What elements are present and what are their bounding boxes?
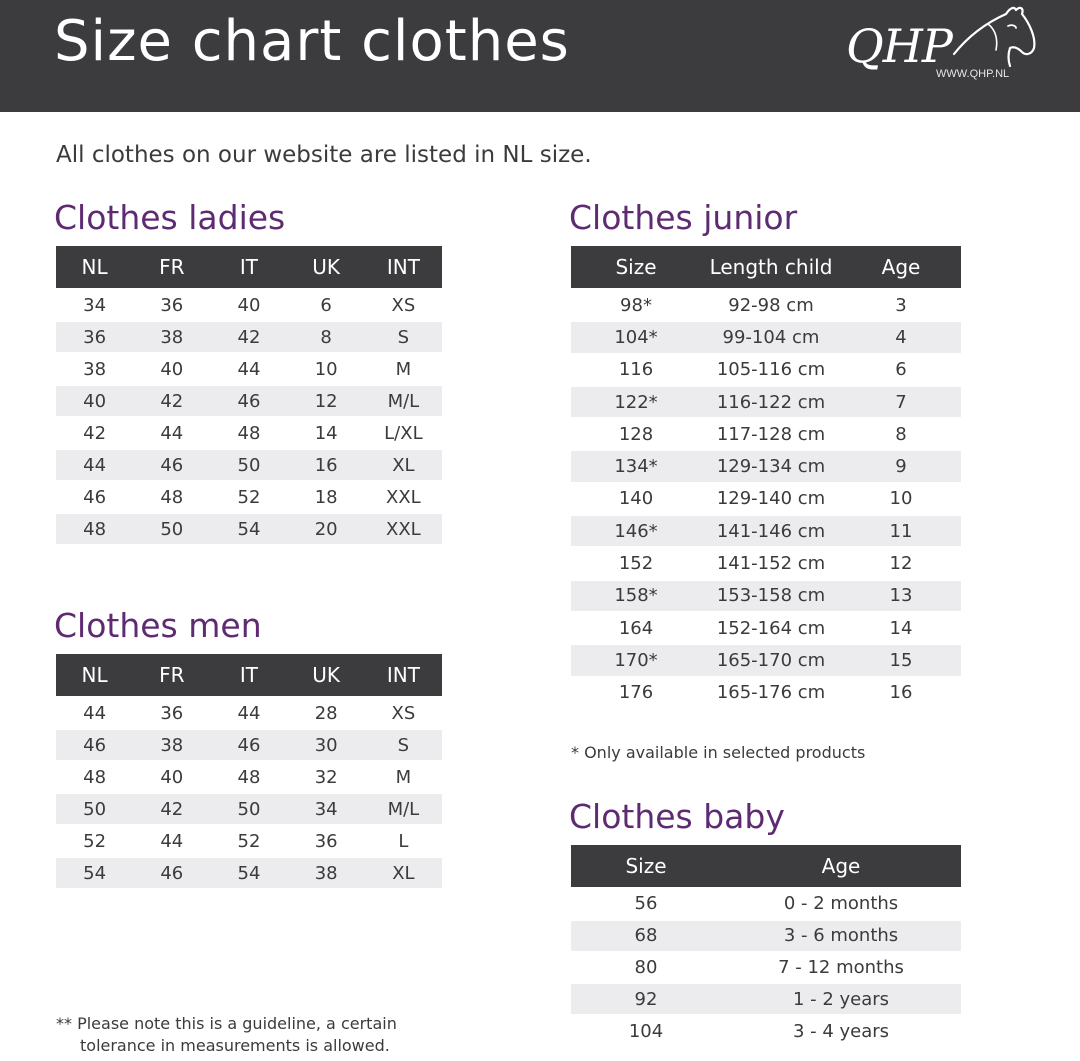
table-cell: 48 — [56, 513, 133, 545]
table-cell: 42 — [56, 417, 133, 449]
table-cell: M/L — [365, 793, 442, 825]
junior-table — [571, 246, 961, 710]
column-header: NL — [56, 246, 133, 289]
table-cell: 50 — [210, 449, 287, 481]
note-line: tolerance in measurements is allowed. — [80, 1036, 390, 1055]
table-cell: 40 — [133, 761, 210, 793]
table-cell: 18 — [288, 481, 365, 513]
table-cell: 44 — [133, 417, 210, 449]
table-row — [571, 515, 961, 547]
column-header: Size — [571, 246, 701, 289]
table-row — [56, 761, 442, 793]
table-row — [56, 449, 442, 481]
column-header: UK — [288, 654, 365, 697]
table-cell: 50 — [210, 793, 287, 825]
table-cell: 48 — [56, 761, 133, 793]
table-cell: 10 — [288, 353, 365, 385]
table-cell: L — [365, 825, 442, 857]
table-cell: 20 — [288, 513, 365, 545]
table-cell: 141-146 cm — [701, 515, 841, 547]
table-cell: XXL — [365, 513, 442, 545]
table-cell: 46 — [133, 857, 210, 889]
column-header: Age — [841, 246, 961, 289]
column-header: Age — [721, 845, 961, 888]
horse-head-icon — [948, 4, 1038, 74]
ladies-title: Clothes ladies — [54, 198, 286, 237]
table-row — [56, 857, 442, 889]
table-header-row — [571, 246, 961, 289]
table-cell: S — [365, 729, 442, 761]
table-cell: 46 — [210, 729, 287, 761]
table-row — [571, 354, 961, 386]
table-cell: M/L — [365, 385, 442, 417]
column-header: INT — [365, 654, 442, 697]
table-row — [56, 481, 442, 513]
table-row — [571, 612, 961, 644]
table-header-row — [571, 845, 961, 888]
table-row — [56, 385, 442, 417]
table-cell: 7 — [841, 386, 961, 418]
table-cell: 46 — [56, 481, 133, 513]
table-row — [571, 450, 961, 482]
table-cell: 50 — [56, 793, 133, 825]
table-cell: 165-170 cm — [701, 644, 841, 676]
table-cell: 54 — [210, 513, 287, 545]
table-cell: 44 — [56, 449, 133, 481]
table-cell: 54 — [56, 857, 133, 889]
table-cell: 44 — [133, 825, 210, 857]
table-row — [571, 920, 961, 952]
table-row — [56, 353, 442, 385]
table-row — [571, 677, 961, 709]
table-cell: 40 — [210, 289, 287, 321]
logo-url: WWW.QHP.NL — [936, 68, 1010, 80]
table-cell: 129-140 cm — [701, 483, 841, 515]
table-cell: 7 - 12 months — [721, 952, 961, 984]
table-cell: 152 — [571, 547, 701, 579]
table-cell: 52 — [210, 481, 287, 513]
table-cell: 52 — [56, 825, 133, 857]
table-cell: 116-122 cm — [701, 386, 841, 418]
table-cell: 105-116 cm — [701, 354, 841, 386]
table-cell: 34 — [288, 793, 365, 825]
table-cell: 152-164 cm — [701, 612, 841, 644]
table-cell: 6 — [288, 289, 365, 321]
table-cell: 56 — [571, 888, 721, 920]
table-cell: 30 — [288, 729, 365, 761]
table-cell: 10 — [841, 483, 961, 515]
baby-title: Clothes baby — [569, 797, 785, 836]
table-row — [56, 697, 442, 729]
table-row — [571, 952, 961, 984]
men-title: Clothes men — [54, 606, 262, 645]
table-cell: 36 — [288, 825, 365, 857]
column-header: IT — [210, 654, 287, 697]
table-cell: 11 — [841, 515, 961, 547]
table-cell: 104* — [571, 321, 701, 353]
table-cell: 46 — [133, 449, 210, 481]
qhp-logo — [838, 4, 1038, 86]
table-row — [56, 321, 442, 353]
table-cell: XL — [365, 449, 442, 481]
table-cell: 46 — [56, 729, 133, 761]
column-header: Size — [571, 845, 721, 888]
table-cell: 6 — [841, 354, 961, 386]
table-cell: 68 — [571, 920, 721, 952]
table-cell: 38 — [56, 353, 133, 385]
table-cell: 3 — [841, 289, 961, 321]
table-cell: 0 - 2 months — [721, 888, 961, 920]
note-line: ** Please note this is a guideline, a certain — [56, 1014, 397, 1033]
men-table — [56, 654, 442, 890]
table-row — [571, 321, 961, 353]
table-row — [571, 547, 961, 579]
table-cell: 38 — [133, 729, 210, 761]
table-cell: L/XL — [365, 417, 442, 449]
table-row — [571, 289, 961, 321]
table-cell: 3 - 4 years — [721, 1015, 961, 1047]
table-cell: 1 - 2 years — [721, 983, 961, 1015]
table-cell: 48 — [210, 761, 287, 793]
column-header: IT — [210, 246, 287, 289]
table-cell: 32 — [288, 761, 365, 793]
table-cell: 34 — [56, 289, 133, 321]
baby-table — [571, 845, 961, 1048]
table-cell: 3 - 6 months — [721, 920, 961, 952]
table-cell: 170* — [571, 644, 701, 676]
table-cell: 140 — [571, 483, 701, 515]
logo-text: QHP — [846, 19, 952, 73]
table-cell: 122* — [571, 386, 701, 418]
table-cell: 14 — [841, 612, 961, 644]
table-cell: 92 — [571, 983, 721, 1015]
table-cell: 8 — [841, 418, 961, 450]
table-row — [571, 418, 961, 450]
table-cell: 42 — [133, 385, 210, 417]
table-cell: 44 — [210, 353, 287, 385]
column-header: INT — [365, 246, 442, 289]
table-cell: S — [365, 321, 442, 353]
table-cell: 46 — [210, 385, 287, 417]
table-cell: 176 — [571, 677, 701, 709]
table-row — [56, 417, 442, 449]
table-cell: 116 — [571, 354, 701, 386]
table-row — [571, 1015, 961, 1047]
table-cell: 42 — [210, 321, 287, 353]
table-cell: 44 — [210, 697, 287, 729]
intro-text: All clothes on our website are listed in NL size. — [56, 142, 592, 168]
table-cell: 92-98 cm — [701, 289, 841, 321]
table-cell: 164 — [571, 612, 701, 644]
table-cell: 40 — [56, 385, 133, 417]
table-cell: 12 — [841, 547, 961, 579]
table-cell: 40 — [133, 353, 210, 385]
table-cell: 128 — [571, 418, 701, 450]
table-cell: 12 — [288, 385, 365, 417]
junior-title: Clothes junior — [569, 198, 798, 237]
table-cell: M — [365, 761, 442, 793]
table-header-row — [56, 654, 442, 697]
table-cell: XL — [365, 857, 442, 889]
header-bar — [0, 0, 1080, 112]
table-cell: 36 — [133, 697, 210, 729]
table-header-row — [56, 246, 442, 289]
page-title: Size chart clothes — [54, 9, 570, 74]
table-row — [571, 386, 961, 418]
table-row — [571, 483, 961, 515]
table-cell: 48 — [133, 481, 210, 513]
table-row — [56, 793, 442, 825]
table-cell: 141-152 cm — [701, 547, 841, 579]
table-row — [571, 580, 961, 612]
table-cell: 80 — [571, 952, 721, 984]
table-row — [571, 888, 961, 920]
table-cell: 54 — [210, 857, 287, 889]
table-cell: 9 — [841, 450, 961, 482]
table-cell: 117-128 cm — [701, 418, 841, 450]
junior-footnote: * Only available in selected products — [571, 743, 866, 762]
table-cell: 38 — [288, 857, 365, 889]
table-cell: 42 — [133, 793, 210, 825]
table-row — [56, 825, 442, 857]
table-cell: 28 — [288, 697, 365, 729]
guideline-note — [56, 1013, 397, 1057]
table-cell: 36 — [133, 289, 210, 321]
table-cell: 99-104 cm — [701, 321, 841, 353]
table-cell: 153-158 cm — [701, 580, 841, 612]
table-cell: 134* — [571, 450, 701, 482]
table-cell: 98* — [571, 289, 701, 321]
table-row — [571, 644, 961, 676]
column-header: Length child — [701, 246, 841, 289]
column-header: NL — [56, 654, 133, 697]
table-cell: 38 — [133, 321, 210, 353]
column-header: FR — [133, 654, 210, 697]
table-cell: 129-134 cm — [701, 450, 841, 482]
table-cell: 16 — [288, 449, 365, 481]
table-cell: XS — [365, 289, 442, 321]
table-cell: 48 — [210, 417, 287, 449]
table-cell: 8 — [288, 321, 365, 353]
ladies-table — [56, 246, 442, 546]
table-cell: 52 — [210, 825, 287, 857]
table-cell: M — [365, 353, 442, 385]
table-row — [571, 983, 961, 1015]
table-cell: 15 — [841, 644, 961, 676]
table-cell: XS — [365, 697, 442, 729]
table-cell: 104 — [571, 1015, 721, 1047]
table-cell: 36 — [56, 321, 133, 353]
table-cell: 50 — [133, 513, 210, 545]
table-row — [56, 513, 442, 545]
column-header: FR — [133, 246, 210, 289]
table-cell: 44 — [56, 697, 133, 729]
table-cell: 16 — [841, 677, 961, 709]
table-cell: 14 — [288, 417, 365, 449]
table-cell: 4 — [841, 321, 961, 353]
table-cell: XXL — [365, 481, 442, 513]
table-cell: 165-176 cm — [701, 677, 841, 709]
table-cell: 158* — [571, 580, 701, 612]
column-header: UK — [288, 246, 365, 289]
table-row — [56, 729, 442, 761]
table-row — [56, 289, 442, 321]
table-cell: 13 — [841, 580, 961, 612]
table-cell: 146* — [571, 515, 701, 547]
